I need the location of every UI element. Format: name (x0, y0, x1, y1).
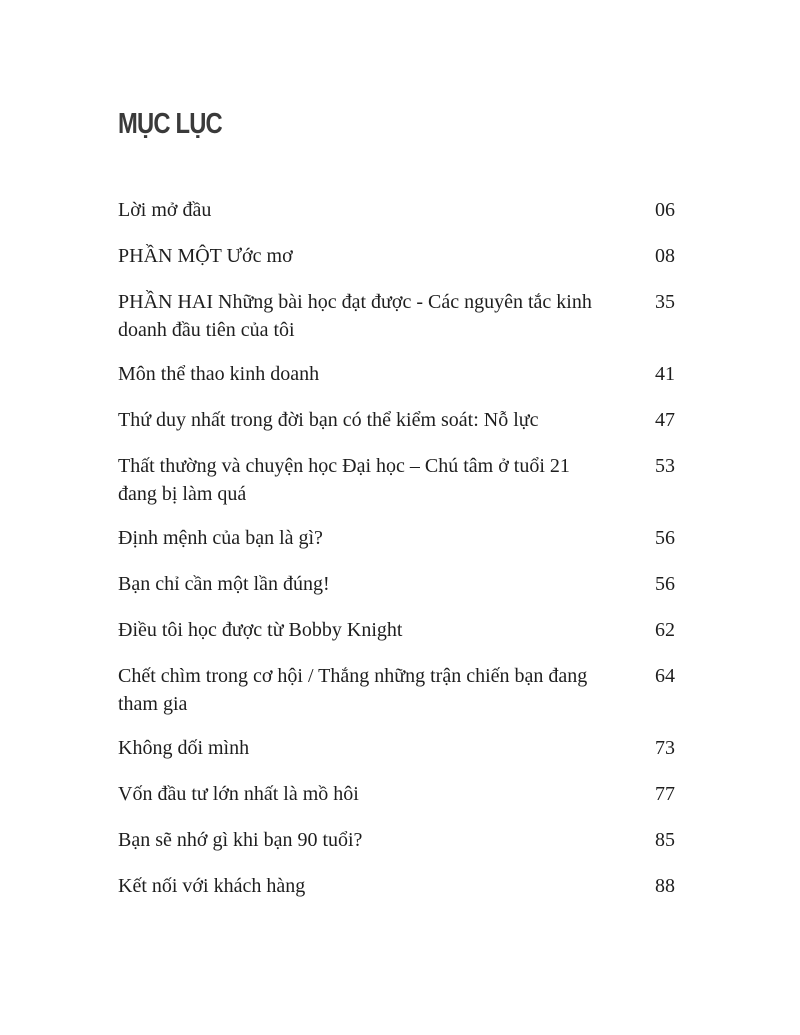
toc-entry-title: Chết chìm trong cơ hội / Thắng những trận chiến bạn đang tham gia (118, 665, 588, 715)
toc-entry[interactable] (118, 570, 678, 598)
toc-entry-page-number: 47 (655, 409, 675, 431)
toc-entry[interactable] (118, 872, 678, 900)
toc-entry-page-number: 56 (655, 527, 675, 549)
toc-entry-page-number: 53 (655, 455, 675, 477)
toc-entry-page-number: 85 (655, 829, 675, 851)
toc-entry[interactable] (118, 780, 678, 808)
toc-entry[interactable] (118, 360, 678, 388)
toc-entry[interactable] (118, 406, 678, 434)
toc-entry-title: Vốn đầu tư lớn nhất là mồ hôi (118, 783, 359, 805)
toc-entry-title: PHẦN HAI Những bài học đạt được - Các nguyên tắc kinh doanh đầu tiên của tôi (118, 291, 592, 341)
toc-entry-title: Môn thể thao kinh doanh (118, 363, 320, 385)
toc-entry-page-number: 06 (655, 199, 675, 221)
toc-entry-title: PHẦN MỘT Ước mơ (118, 245, 293, 267)
toc-entry-page-number: 08 (655, 245, 675, 267)
toc-entry-page-number: 35 (655, 291, 675, 313)
toc-entry-title: Kết nối với khách hàng (118, 875, 306, 897)
toc-entry-page-number: 64 (655, 665, 675, 687)
toc-entry[interactable] (118, 288, 678, 344)
toc-entry[interactable] (118, 196, 678, 224)
toc-entry[interactable] (118, 826, 678, 854)
toc-entry-page-number: 73 (655, 737, 675, 759)
toc-entry-page-number: 56 (655, 573, 675, 595)
toc-entry-title: Thứ duy nhất trong đời bạn có thể kiểm soát: Nỗ lực (118, 409, 539, 431)
toc-entry-page-number: 62 (655, 619, 675, 641)
toc-entry[interactable] (118, 662, 678, 718)
toc-entry-title: Không dối mình (118, 737, 250, 759)
toc-entry-title: Điều tôi học được từ Bobby Knight (118, 619, 403, 641)
toc-entry[interactable] (118, 734, 678, 762)
toc-entry-title: Định mệnh của bạn là gì? (118, 527, 323, 549)
toc-entry-title: Bạn sẽ nhớ gì khi bạn 90 tuổi? (118, 829, 363, 851)
toc-entry-title: Thất thường và chuyện học Đại học – Chú tâm ở tuổi 21 đang bị làm quá (118, 455, 570, 505)
page-title: MỤC LỤC (118, 108, 222, 140)
toc-entry-page-number: 88 (655, 875, 675, 897)
toc-entry[interactable] (118, 524, 678, 552)
toc-entry-page-number: 77 (655, 783, 675, 805)
table-of-contents (118, 196, 678, 900)
toc-entry-page-number: 41 (655, 363, 675, 385)
toc-entry[interactable] (118, 616, 678, 644)
toc-entry-title: Lời mở đầu (118, 199, 212, 221)
toc-entry[interactable] (118, 452, 678, 508)
toc-entry-title: Bạn chỉ cần một lần đúng! (118, 573, 330, 595)
toc-entry[interactable] (118, 242, 678, 270)
